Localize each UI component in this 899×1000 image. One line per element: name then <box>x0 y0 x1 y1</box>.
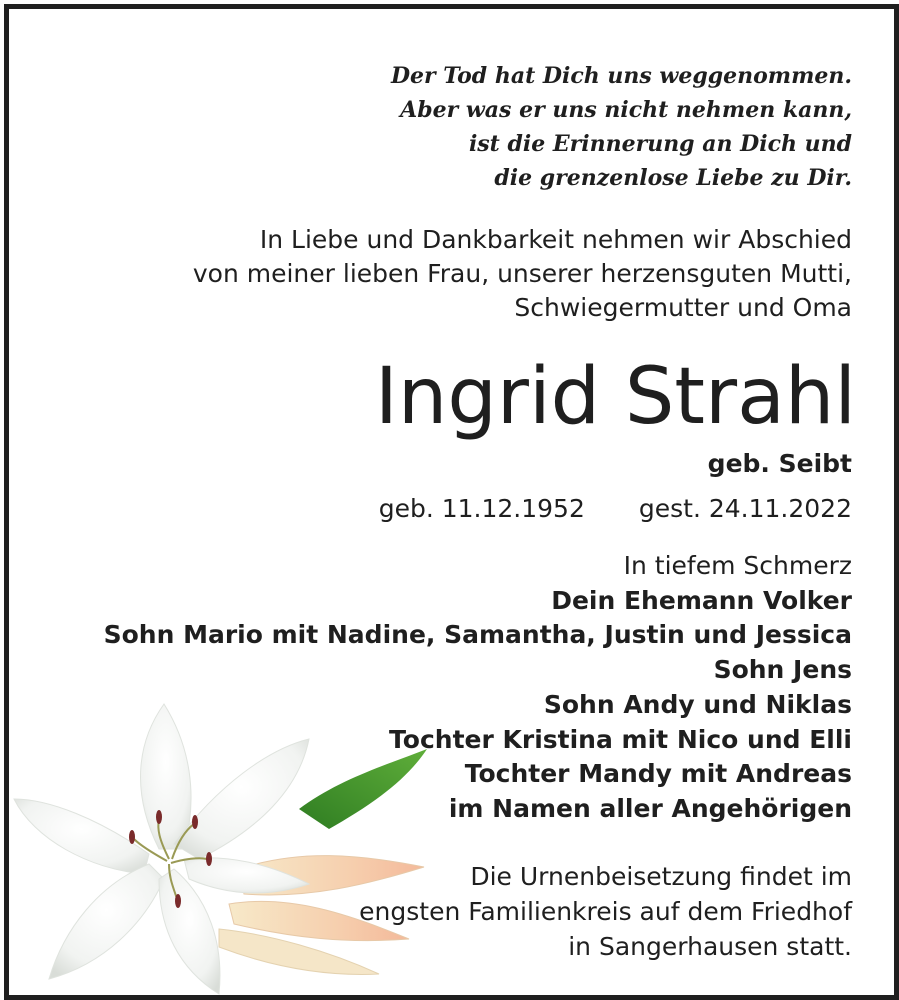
mourner-name: im Namen aller Angehörigen <box>448 793 852 823</box>
poem-line: ist die Erinnerung an Dich und <box>468 131 852 157</box>
intro-line: von meiner lieben Frau, unserer herzensguten Mutti, <box>192 259 852 288</box>
intro-line: Schwiegermutter und Oma <box>514 293 852 322</box>
life-dates <box>32 492 852 526</box>
mourners <box>32 549 852 827</box>
burial-notice <box>32 859 852 964</box>
notice-line: in Sangerhausen statt. <box>568 932 852 961</box>
mourner-name: Dein Ehemann Volker <box>551 585 852 615</box>
intro-text <box>32 223 852 325</box>
mourner-name: Tochter Kristina mit Nico und Elli <box>389 724 852 754</box>
death-date: gest. 24.11.2022 <box>638 494 852 523</box>
birth-date: geb. 11.12.1952 <box>378 494 585 523</box>
mourner-name: Sohn Mario mit Nadine, Samantha, Justin und Jessica <box>103 620 852 650</box>
poem-line: die grenzenlose Liebe zu Dir. <box>494 165 852 191</box>
intro-line: In Liebe und Dankbarkeit nehmen wir Abschied <box>259 225 852 254</box>
poem-line: Aber was er uns nicht nehmen kann, <box>400 97 852 123</box>
maiden-name: geb. Seibt <box>707 449 852 478</box>
poem-line: Der Tod hat Dich uns weggenommen. <box>390 63 852 89</box>
notice-line: engsten Familienkreis auf dem Friedhof <box>359 897 852 926</box>
mourner-name: Sohn Jens <box>713 655 852 685</box>
mourner-name: Sohn Andy und Niklas <box>543 689 852 719</box>
notice-line: Die Urnenbeisetzung findet im <box>470 862 852 891</box>
mourners-opening: In tiefem Schmerz <box>623 551 852 580</box>
mourner-name: Tochter Mandy mit Andreas <box>464 759 852 789</box>
deceased-name: Ingrid Strahl <box>374 352 856 442</box>
poem <box>32 59 852 195</box>
obituary-frame <box>4 4 899 1000</box>
